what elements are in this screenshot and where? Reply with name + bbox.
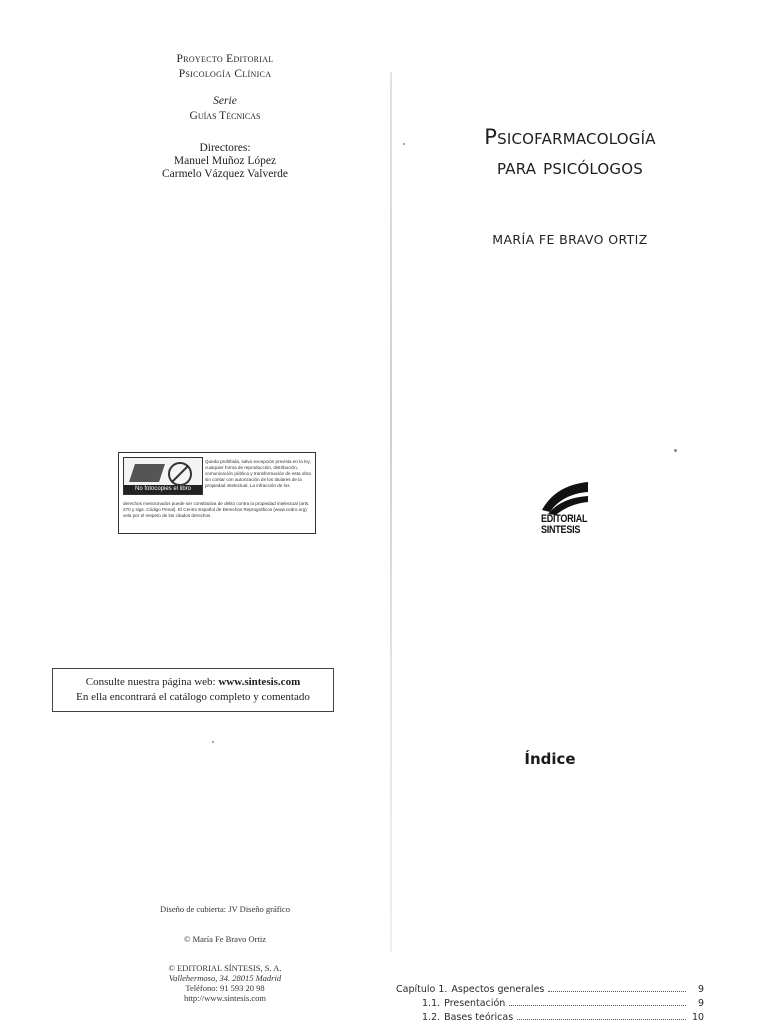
toc-entry-number: Capítulo 1. [396, 984, 448, 995]
website-line-2: En ella encontrará el catálogo completo y comentado [76, 691, 310, 703]
scan-speck [674, 449, 677, 452]
toc-page-number: 9 [697, 984, 704, 995]
table-of-contents [396, 984, 704, 1026]
directors-label: Directores: [199, 142, 251, 154]
publisher-block [80, 963, 370, 1003]
publisher-logo-line-1: EDITORIAL [541, 513, 588, 525]
toc-page-number: 9 [697, 998, 704, 1009]
toc-entry-label [422, 1012, 513, 1023]
scan-speck [403, 143, 405, 145]
toc-leader-dots [509, 1005, 686, 1006]
serie-name: Guías Técnicas [189, 110, 261, 122]
directors-block [80, 142, 370, 181]
publisher-phone: Teléfono: 91 593 20 98 [185, 983, 265, 993]
toc-leader-dots [517, 1019, 686, 1020]
toc-entry-title: Aspectos generales [451, 984, 545, 995]
cedro-notice-text-2: derechos mencionados puede ser constitutiva de delito contra la propiedad intelectual (arts. 270 y sigs. Código Penal). El Centro Español de Derechos Reprográficos (www.cedro.org) vela por el respeto de los citados derechos. [123, 501, 310, 518]
toc-entry-number: 1.2. [422, 1012, 441, 1023]
publisher-swoosh-icon [530, 478, 600, 518]
director-1: Manuel Muñoz López [173, 155, 277, 167]
cedro-copyright-notice [118, 452, 316, 534]
toc-entry-label [396, 984, 544, 995]
toc-leader-dots [548, 991, 686, 992]
website-url[interactable]: www.sintesis.com [218, 676, 301, 688]
cedro-logo [123, 457, 203, 495]
serie-label: Serie [213, 95, 237, 107]
toc-entry-title: Bases teóricas [444, 1012, 514, 1023]
publisher-logo [530, 478, 600, 544]
serie-block [100, 94, 350, 124]
index-heading: Índice [524, 750, 576, 768]
title-line-2: para psicólogos [497, 155, 643, 179]
website-prefix: Consulte nuestra página web: [85, 676, 219, 688]
publisher-address: Vallehermoso, 34. 28015 Madrid [168, 973, 282, 983]
cedro-logo-caption: No fotocopies el libro [124, 485, 202, 494]
director-2: Carmelo Vázquez Valverde [161, 168, 289, 180]
publisher-logo-line-2: SINTESIS [541, 524, 581, 536]
book-icon [129, 464, 165, 482]
toc-row[interactable] [396, 984, 704, 998]
cedro-notice-text-1: Queda prohibida, salvo excepción prevista en la ley, cualquier forma de reproducción, distribución, comunicación pública y transformación de esta obra sin contar con autorización de los titulares de la propiedad intelectual. La infracción de los [205, 459, 311, 488]
website-line-1 [53, 675, 333, 690]
page-gutter [390, 72, 392, 952]
toc-entry-number: 1.1. [422, 998, 441, 1009]
author-copyright: © María Fe Bravo Ortiz [184, 934, 266, 944]
scan-speck [212, 741, 214, 743]
prohibited-icon [168, 462, 192, 486]
toc-entry-title: Presentación [444, 998, 506, 1009]
toc-page-number: 10 [692, 1012, 705, 1023]
book-title [410, 122, 730, 182]
toc-entry-label [422, 998, 505, 1009]
series-project-block [100, 52, 350, 82]
publisher-name: © EDITORIAL SÍNTESIS, S. A. [168, 963, 282, 973]
publisher-web[interactable]: http://www.sintesis.com [183, 993, 267, 1003]
website-box [52, 668, 334, 712]
project-line-1: Proyecto Editorial [176, 53, 274, 65]
toc-row[interactable] [396, 998, 704, 1012]
project-line-2: Psicología Clínica [178, 68, 272, 80]
publisher-logo-text [541, 514, 590, 536]
title-line-1: Psicofarmacología [484, 125, 656, 149]
cover-design-credit: Diseño de cubierta: JV Diseño gráfico [160, 904, 290, 914]
book-author: MARÍA FE BRAVO ORTIZ [492, 232, 648, 247]
